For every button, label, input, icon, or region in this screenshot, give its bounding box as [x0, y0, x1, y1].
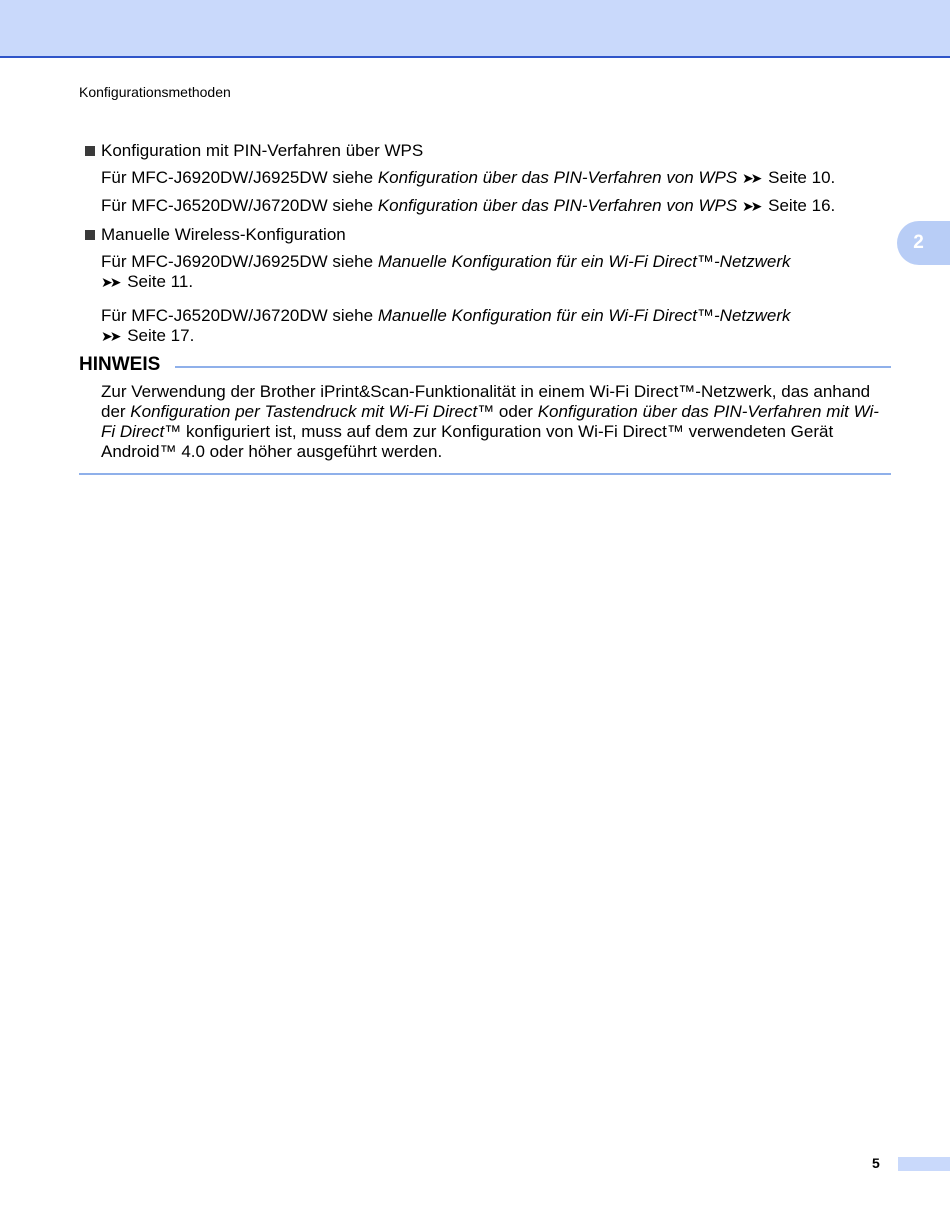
- double-arrow-icon: ➤➤: [741, 198, 760, 214]
- note-text: konfiguriert ist, muss auf dem zur Konfiguration von Wi-Fi Direct™ verwendeten Gerät Android™ 4.0 oder höher ausgeführt werden.: [101, 422, 834, 461]
- ref-lead: Für MFC-J6520DW/J6720DW siehe: [101, 306, 378, 325]
- note-title: HINWEIS: [79, 354, 168, 376]
- ref-page[interactable]: Seite 16.: [768, 196, 836, 215]
- ref-link[interactable]: Konfiguration über das PIN-Verfahren von WPS: [377, 168, 738, 187]
- note-body: [79, 382, 891, 462]
- note-header: [79, 354, 891, 380]
- footer-bar: [898, 1157, 950, 1171]
- cross-reference: [79, 306, 891, 346]
- page-number: 5: [872, 1155, 880, 1171]
- double-arrow-icon: ➤➤: [741, 170, 760, 186]
- cross-reference: [79, 168, 891, 188]
- note-divider: [175, 366, 891, 368]
- ref-page[interactable]: Seite 11.: [127, 272, 194, 291]
- list-item: [79, 140, 891, 162]
- note-ref: Konfiguration über das PIN-Verfahren mit Wi-Fi Direct™: [101, 402, 879, 441]
- ref-link[interactable]: Manuelle Konfiguration für ein Wi-Fi Direct™-Netzwerk: [377, 306, 791, 325]
- ref-page[interactable]: Seite 17.: [127, 326, 195, 345]
- note-ref: Konfiguration per Tastendruck mit Wi-Fi Direct™: [130, 402, 495, 421]
- ref-lead: Für MFC-J6920DW/J6925DW siehe: [101, 252, 378, 271]
- note-text: Zur Verwendung der Brother iPrint&Scan-Funktionalität in einem Wi-Fi Direct™-Netzwerk, das anhand der: [101, 382, 871, 421]
- bullet-square-icon: [85, 146, 95, 156]
- cross-reference: [79, 252, 891, 292]
- header-band: [0, 0, 950, 58]
- list-item-title: Manuelle Wireless-Konfiguration: [101, 225, 346, 244]
- ref-lead: Für MFC-J6920DW/J6925DW siehe: [101, 168, 378, 187]
- chapter-tab: 2: [897, 221, 950, 265]
- list-item: [79, 224, 891, 246]
- cross-reference: [79, 196, 891, 216]
- ref-link[interactable]: Manuelle Konfiguration für ein Wi-Fi Direct™-Netzwerk: [377, 252, 791, 271]
- ref-lead: Für MFC-J6520DW/J6720DW siehe: [101, 196, 378, 215]
- note-divider: [79, 473, 891, 475]
- running-header: Konfigurationsmethoden: [79, 84, 231, 100]
- ref-link[interactable]: Konfiguration über das PIN-Verfahren von WPS: [377, 196, 738, 215]
- ref-page[interactable]: Seite 10.: [768, 168, 836, 187]
- double-arrow-icon: ➤➤: [101, 328, 119, 344]
- page-content: [79, 140, 891, 475]
- note-text: oder: [494, 402, 538, 421]
- list-item-title: Konfiguration mit PIN-Verfahren über WPS: [101, 141, 424, 160]
- double-arrow-icon: ➤➤: [101, 274, 119, 290]
- bullet-square-icon: [85, 230, 95, 240]
